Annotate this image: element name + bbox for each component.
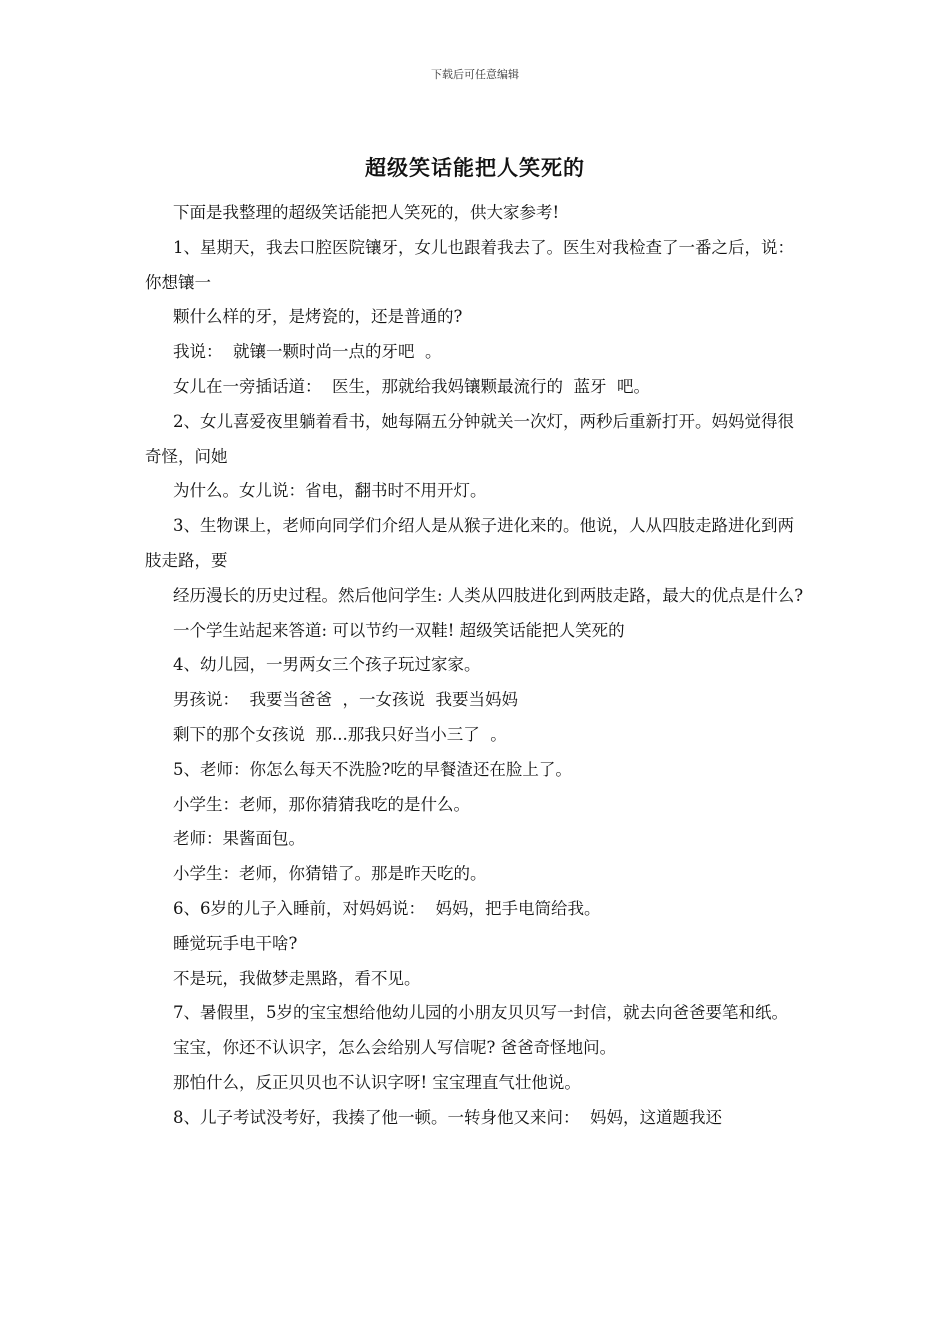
paragraph: 女儿在一旁插话道： 医生，那就给我妈镶颗最流行的 蓝牙 吧。 [173, 376, 650, 396]
paragraph: 剩下的那个女孩说 那...那我只好当小三了 。 [173, 724, 507, 744]
page-header-note: 下载后可任意编辑 [431, 68, 519, 81]
paragraph: 经历漫长的历史过程。然后他问学生: 人类从四肢进化到两肢走路，最大的优点是什么? [173, 585, 804, 605]
paragraph: 小学生：老师，那你猜猜我吃的是什么。 [173, 794, 470, 814]
paragraph: 8、儿子考试没考好，我揍了他一顿。一转身他又来问： 妈妈，这道题我还 [173, 1107, 722, 1127]
paragraph: 睡觉玩手电干啥? [173, 933, 298, 953]
paragraph: 颗什么样的牙，是烤瓷的，还是普通的? [173, 307, 463, 327]
document-body [145, 196, 810, 1136]
document-title: 超级笑话能把人笑死的 [365, 155, 585, 180]
paragraph: 3、生物课上，老师向同学们介绍人是从猴子进化来的。他说，人从四肢走路进化到两肢走路，要 [145, 516, 794, 570]
paragraph: 男孩说： 我要当爸爸 ，一女孩说 我要当妈妈 [173, 690, 518, 710]
paragraph: 6、6岁的儿子入睡前，对妈妈说： 妈妈，把手电筒给我。 [173, 898, 601, 918]
paragraph: 为什么。女儿说：省电，翻书时不用开灯。 [173, 481, 487, 501]
paragraph: 2、女儿喜爱夜里躺着看书，她每隔五分钟就关一次灯，两秒后重新打开。妈妈觉得很奇怪，问她 [145, 411, 794, 466]
paragraph: 4、幼儿园，一男两女三个孩子玩过家家。 [173, 655, 481, 675]
paragraph: 不是玩，我做梦走黑路，看不见。 [173, 968, 421, 988]
paragraph: 7、暑假里，5岁的宝宝想给他幼儿园的小朋友贝贝写一封信，就去向爸爸要笔和纸。 [173, 1003, 788, 1023]
paragraph: 5、老师：你怎么每天不洗脸?吃的早餐渣还在脸上了。 [173, 759, 572, 779]
paragraph: 下面是我整理的超级笑话能把人笑死的，供大家参考! [173, 203, 560, 222]
paragraph: 小学生：老师，你猜错了。那是昨天吃的。 [173, 864, 487, 884]
paragraph: 一个学生站起来答道: 可以节约一双鞋! 超级笑话能把人笑死的 [173, 620, 625, 640]
paragraph: 宝宝，你还不认识字，怎么会给别人写信呢? 爸爸奇怪地问。 [173, 1038, 617, 1058]
paragraph: 那怕什么，反正贝贝也不认识字呀! 宝宝理直气壮他说。 [173, 1072, 581, 1092]
paragraph: 老师：果酱面包。 [173, 829, 305, 849]
paragraph: 1、星期天，我去口腔医院镶牙，女儿也跟着我去了。医生对我检查了一番之后，说： 你想镶一 [145, 237, 805, 292]
paragraph: 我说： 就镶一颗时尚一点的牙吧 。 [173, 342, 442, 362]
